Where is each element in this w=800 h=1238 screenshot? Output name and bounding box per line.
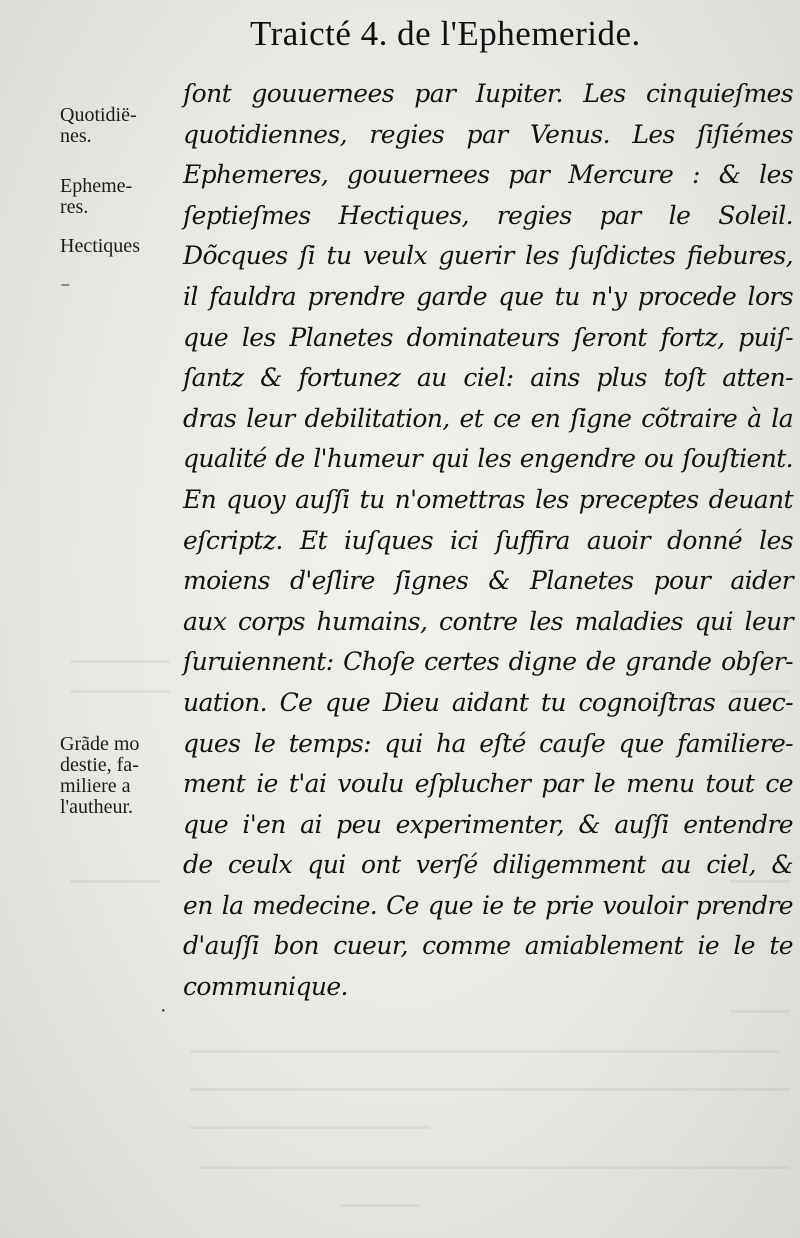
margin-note-hectiques xyxy=(60,236,190,257)
text-line: en la medecine. Ce que ie te prie vouloir prendre xyxy=(183,890,793,920)
text-line: que i'en ai peu experimenter, & auſſi entendre xyxy=(183,809,793,839)
text-line: aux corps humains, contre les maladies qui leur xyxy=(183,606,793,636)
margin-mark-dot: · xyxy=(160,1000,167,1022)
text-line: ques le temps: qui ha eſté cauſe que familiere- xyxy=(183,728,793,758)
body-text xyxy=(183,74,793,1008)
text-line: Dõcques ſi tu veulx guerir les ſuſdictes fiebures, xyxy=(183,241,793,271)
margin-mark-dash: ⁻ xyxy=(60,278,71,300)
text-line: uation. Ce que Dieu aidant tu cognoiſtras auec- xyxy=(183,687,793,717)
text-line: dras leur debilitation, et ce en ſigne cõtraire à la xyxy=(183,403,793,433)
text-line: de ceulx qui ont verſé diligemment au ciel, & xyxy=(183,850,793,880)
text-line: ment ie t'ai voulu eſplucher par le menu tout ce xyxy=(183,769,793,799)
text-line: eſcriptz. Et iuſques ici ſuffira auoir donné les xyxy=(183,525,793,555)
margin-note-line: l'autheur. xyxy=(60,796,134,818)
margin-note-line: miliere a xyxy=(60,775,131,797)
text-line: ſont gouuernees par Iupiter. Les cinquieſmes xyxy=(183,79,793,108)
text-line: communique. xyxy=(183,972,348,1002)
margin-note-modestie xyxy=(60,734,190,818)
margin-note-line: nes. xyxy=(60,125,92,147)
text-line: ſantz & fortunez au ciel: ains plus toſt atten- xyxy=(183,363,793,393)
running-head: Traicté 4. de l'Ephemeride. xyxy=(250,14,641,53)
margin-note-line: Epheme- xyxy=(60,175,133,197)
text-line: ſeptieſmes Hectiques, regies par le Soleil. xyxy=(183,200,793,230)
text-line: En quoy auſſi tu n'omettras les preceptes deuant xyxy=(183,484,793,514)
text-line: moiens d'eſlire ſignes & Planetes pour aider xyxy=(183,566,793,596)
margin-note-line: Hectiques xyxy=(60,235,140,257)
text-line: qualité de l'humeur qui les engendre ou ſouſtient. xyxy=(183,444,793,474)
text-line: il fauldra prendre garde que tu n'y procede lors xyxy=(183,281,793,311)
text-line: que les Planetes dominateurs ſeront fortz, puiſ- xyxy=(183,322,793,352)
text-line: d'auſſi bon cueur, comme amiablement ie le te xyxy=(183,931,793,961)
text-line: ſuruiennent: Choſe certes digne de grande obſer- xyxy=(183,647,793,677)
margin-note-quotidiennes xyxy=(60,105,190,147)
text-line: Ephemeres, gouuernees par Mercure : & les xyxy=(183,160,793,190)
margin-note-line: Quotidië- xyxy=(60,104,137,126)
margin-note-line: Grãde mo xyxy=(60,733,140,755)
margin-note-ephemeres xyxy=(60,176,190,218)
margin-note-line: destie, fa- xyxy=(60,754,139,776)
text-line: quotidiennes, regies par Venus. Les ſiſiémes xyxy=(183,119,793,149)
margin-note-line: res. xyxy=(60,196,89,218)
